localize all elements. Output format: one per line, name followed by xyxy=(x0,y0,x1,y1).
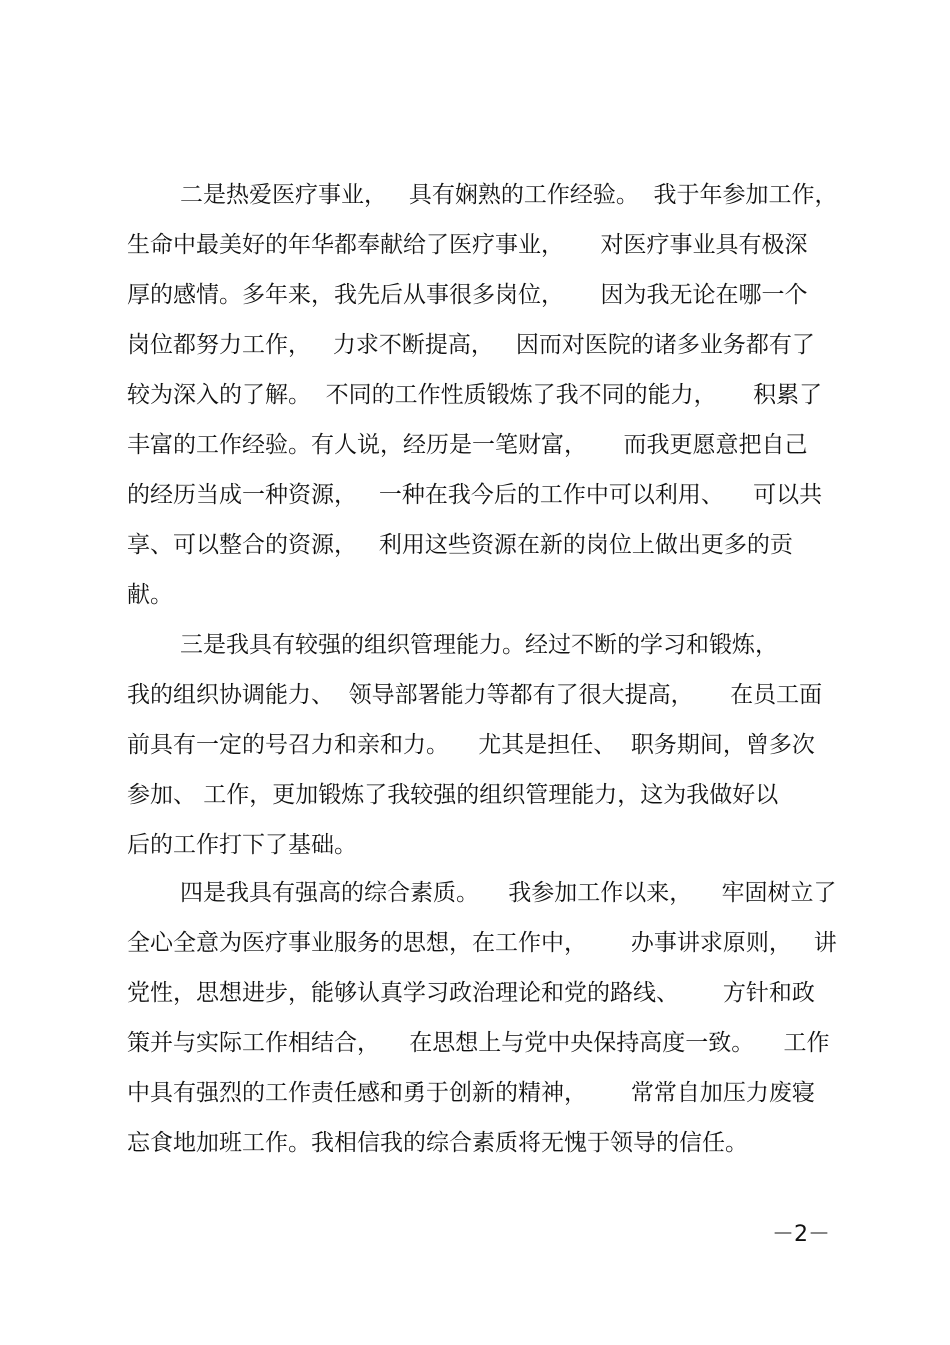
paragraph-1-line-7: 的经历当成一种资源， 一种在我今后的工作中可以利用、 可以共 xyxy=(127,482,823,508)
paragraph-1-line-2: 生命中最美好的年华都奉献给了医疗事业， 对医疗事业具有极深 xyxy=(127,232,808,258)
paragraph-3-line-4: 策并与实际工作相结合， 在思想上与党中央保持高度一致。 工作 xyxy=(127,1030,830,1056)
paragraph-2-line-1: 三是我具有较强的组织管理能力。经过不断的学习和锻炼， xyxy=(180,632,778,658)
paragraph-2-line-3: 前具有一定的号召力和亲和力。 尤其是担任、 职务期间，曾多次 xyxy=(127,732,815,758)
paragraph-3-line-2: 全心全意为医疗事业服务的思想，在工作中， 办事讲求原则， 讲 xyxy=(127,930,837,956)
paragraph-1-line-5: 较为深入的了解。 不同的工作性质锻炼了我不同的能力， 积累了 xyxy=(127,382,823,408)
paragraph-1-line-1: 二是热爱医疗事业， 具有娴熟的工作经验。 我于年参加工作， xyxy=(180,182,838,208)
paragraph-3-line-3: 党性，思想进步，能够认真学习政治理论和党的路线、 方针和政 xyxy=(127,980,815,1006)
paragraph-3-line-1: 四是我具有强高的综合素质。 我参加工作以来， 牢固树立了 xyxy=(180,880,837,906)
paragraph-1-line-4: 岗位都努力工作， 力求不断提高， 因而对医院的诸多业务都有了 xyxy=(127,332,815,358)
paragraph-3-line-6: 忘食地加班工作。我相信我的综合素质将无愧于领导的信任。 xyxy=(127,1130,748,1156)
page-number: －2－ xyxy=(772,1222,830,1247)
paragraph-1-line-8: 享、可以整合的资源， 利用这些资源在新的岗位上做出更多的贡 xyxy=(127,532,793,558)
paragraph-2-line-4: 参加、 工作，更加锻炼了我较强的组织管理能力，这为我做好以 xyxy=(127,782,779,808)
paragraph-1-line-9: 献。 xyxy=(127,582,173,608)
paragraph-2-line-5: 后的工作打下了基础。 xyxy=(127,832,357,858)
paragraph-1-line-3: 厚的感情。多年来，我先后从事很多岗位， 因为我无论在哪一个 xyxy=(127,282,808,308)
paragraph-2-line-2: 我的组织协调能力、 领导部署能力等都有了很大提高， 在员工面 xyxy=(127,682,823,708)
paragraph-3-line-5: 中具有强烈的工作责任感和勇于创新的精神， 常常自加压力废寝 xyxy=(127,1080,815,1106)
paragraph-1-line-6: 丰富的工作经验。有人说，经历是一笔财富， 而我更愿意把自己 xyxy=(127,432,808,458)
